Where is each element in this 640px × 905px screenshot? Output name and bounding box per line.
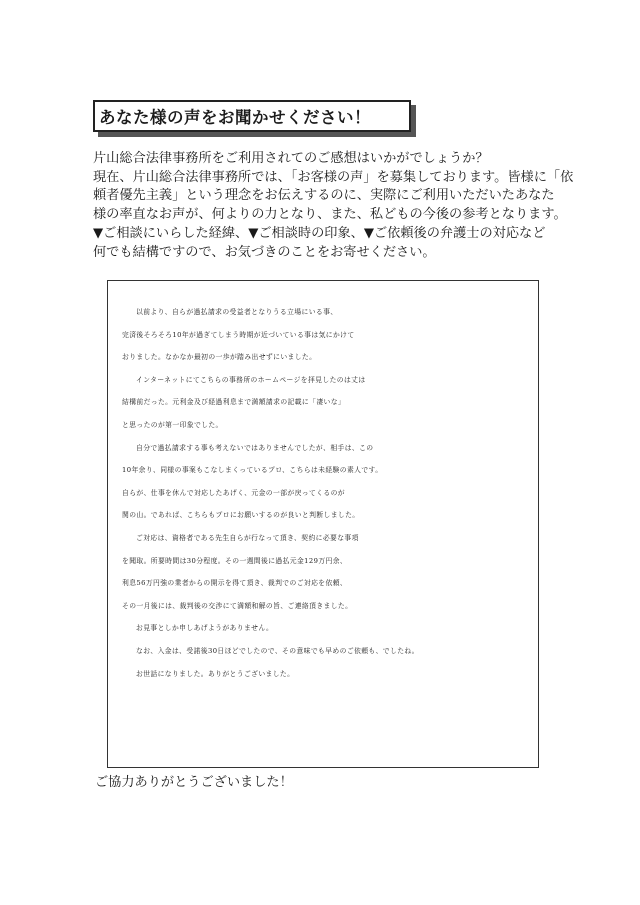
intro-text	[93, 150, 574, 262]
letter-line: 結構前だった。元利金及び経過利息まで満額請求の記載に「凄いな」	[122, 398, 346, 407]
letter-line: お見事としか申しあげようがありません。	[136, 624, 274, 633]
survey-title: あなた様の声をお聞かせください！	[99, 108, 371, 127]
letter-line: を聞取。所要時間は30分程度。その一週間後に過払元金129万円余、	[122, 556, 348, 565]
letter-line: 関の山。であれば、こちらもプロにお願いするのが良いと判断しました。	[122, 511, 360, 520]
letter-line: 10年余り、同様の事案もこなしまくっているプロ、こちらは未経験の素人です。	[122, 466, 383, 475]
handwritten-text	[122, 301, 532, 685]
letter-line: と思ったのが第一印象でした。	[122, 420, 223, 429]
intro-line: 片山総合法律事務所をご利用されてのご感想はいかがでしょうか？	[93, 151, 489, 166]
letter-line: インターネットにてこちらの事務所のホームページを拝見したのは丈は	[136, 375, 366, 384]
intro-line: 頼者優先主義」という理念をお伝えするのに、実際にご利用いただいたあなた	[93, 188, 555, 204]
survey-title-box	[93, 100, 411, 132]
letter-line: 完済後そろそろ10年が過ぎてしまう時期が近づいている事は気にかけて	[122, 330, 355, 339]
handwritten-letter-box	[107, 280, 539, 768]
intro-line: 様の率直なお声が、何よりの力となり、また、私どもの今後の参考となります。	[93, 207, 567, 223]
letter-line: 以前より、自らが過払請求の受益者となりうる立場にいる事、	[136, 308, 338, 316]
letter-line: おりました。なかなか最初の一歩が踏み出せずにいました。	[122, 353, 317, 362]
letter-line: 自分で過払請求する事も考えないではありませんでしたが、相手は、この	[136, 443, 374, 452]
intro-line: ▼ご相談にいらした経緯、▼ご相談時の印象、▼ご依頼後の弁護士の対応など	[93, 225, 546, 241]
intro-line: 現在、片山総合法律事務所では、「お客様の声」を募集しております。皆様に「依	[93, 169, 574, 185]
thanks-text: ご協力ありがとうございました！	[95, 775, 293, 790]
letter-line: お世話になりました。ありがとうございました。	[136, 669, 295, 678]
letter-line: 利息56万円強の業者からの開示を得て頂き、裁判でのご対応を依頼、	[122, 579, 348, 588]
letter-line: なお、入金は、受諾後30日ほどでしたので、その意味でも早めのご依頼も、でしたね。	[136, 646, 419, 655]
intro-line: 何でも結構ですので、お気づきのことをお寄せください。	[93, 244, 436, 260]
letter-line: ご対応は、資格者である先生自らが行なって頂き、契約に必要な事項	[136, 533, 359, 542]
letter-line: その一月後には、裁判後の交渉にて満額和解の旨、ご連絡頂きました。	[122, 601, 353, 610]
letter-line: 自らが、仕事を休んで対応したあげく、元金の一部が戻ってくるのが	[122, 488, 345, 497]
